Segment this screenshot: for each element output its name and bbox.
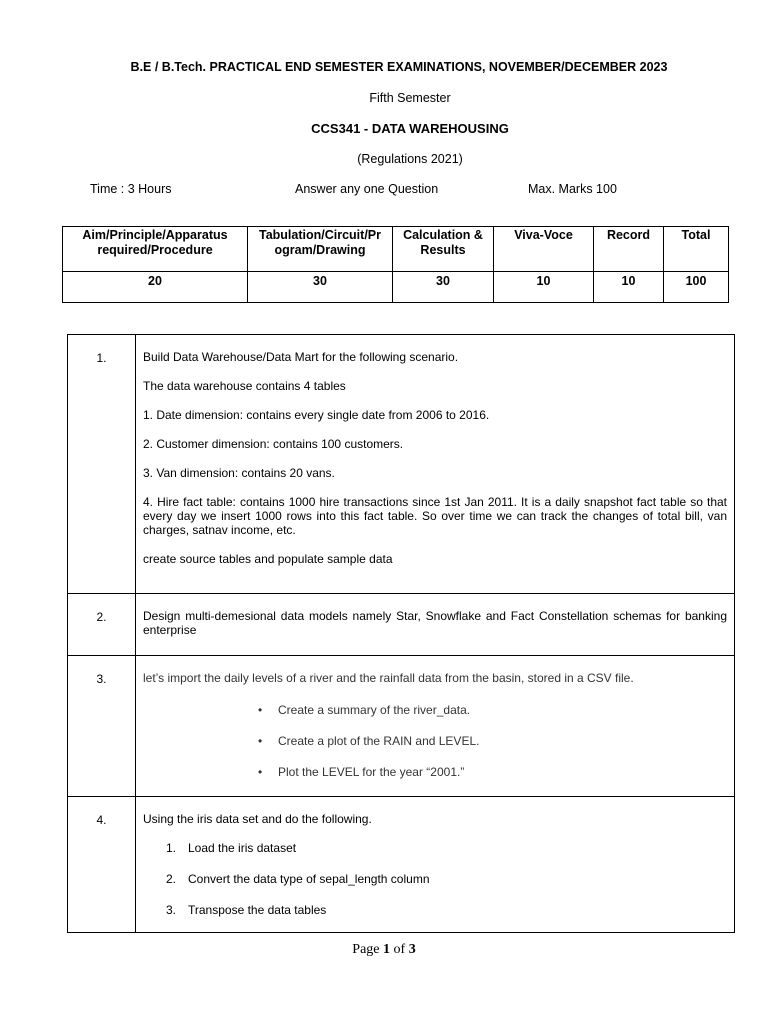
list-item-text: Create a plot of the RAIN and LEVEL. <box>278 734 480 748</box>
question-text: Design multi-demesional data models namely Star, Snowflake and Fact Constellation schemas for banking enterprise <box>143 609 727 637</box>
question-text: create source tables and populate sample data <box>143 552 393 566</box>
question-number: 3. <box>68 656 136 797</box>
time-info: Time : 3 Hours <box>90 182 172 196</box>
question-number: 4. <box>68 797 136 933</box>
question-body <box>136 797 735 933</box>
list-item <box>143 903 727 917</box>
bullet-list <box>143 703 727 779</box>
numbered-list <box>143 841 727 917</box>
course-title: CCS341 - DATA WAREHOUSING <box>311 121 509 136</box>
question-row-2 <box>68 594 735 656</box>
marks-value-cell: 30 <box>248 272 393 303</box>
list-item-text: Transpose the data tables <box>188 903 327 917</box>
question-text: 4. Hire fact table: contains 1000 hire transactions since 1st Jan 2011. It is a daily snapshot fact table so that every day we insert 1000 rows into this fact table. So over time we can track the changes of total bill, van charges, satnav income, etc. <box>143 495 727 537</box>
list-item-text: Convert the data type of sepal_length column <box>188 872 430 886</box>
questions-table <box>67 334 735 933</box>
instruction: Answer any one Question <box>295 182 439 196</box>
question-row-1 <box>68 335 735 594</box>
marks-value-cell: 10 <box>594 272 664 303</box>
list-item-number: 1. <box>166 841 177 855</box>
list-item-text: Create a summary of the river_data. <box>278 703 471 717</box>
question-text: 2. Customer dimension: contains 100 customers. <box>143 437 404 451</box>
marks-header-cell: Aim/Principle/Apparatus required/Procedure <box>63 227 248 272</box>
semester: Fifth Semester <box>369 91 451 105</box>
marks-header-cell: Viva-Voce <box>494 227 594 272</box>
marks-value-cell: 30 <box>393 272 494 303</box>
question-body <box>136 656 735 797</box>
list-item <box>143 841 727 855</box>
max-marks: Max. Marks 100 <box>528 182 617 196</box>
question-text: Using the iris data set and do the following. <box>143 812 372 826</box>
marks-header-row <box>63 227 729 272</box>
regulations: (Regulations 2021) <box>357 152 463 166</box>
marks-header-cell: Record <box>594 227 664 272</box>
list-item-number: 3. <box>166 903 177 917</box>
page-of: of <box>390 942 409 957</box>
page-prefix: Page <box>352 942 384 957</box>
page-current: 1 <box>383 942 391 957</box>
question-row-3 <box>68 656 735 797</box>
list-item-text: Load the iris dataset <box>188 841 297 855</box>
question-text: 1. Date dimension: contains every single date from 2006 to 2016. <box>143 408 490 422</box>
marks-header-cell: Calculation & Results <box>393 227 494 272</box>
marks-header-cell: Tabulation/Circuit/Pr ogram/Drawing <box>248 227 393 272</box>
marks-value-cell: 20 <box>63 272 248 303</box>
marks-table <box>62 226 729 303</box>
page-number <box>0 942 768 958</box>
marks-header-cell: Total <box>664 227 729 272</box>
question-number: 1. <box>68 335 136 594</box>
list-item: • Create a summary of the river_data. <box>258 703 471 717</box>
marks-value-cell: 10 <box>494 272 594 303</box>
question-body <box>136 594 735 656</box>
question-body <box>136 335 735 594</box>
question-text: let’s import the daily levels of a river and the rainfall data from the basin, stored in a CSV file. <box>143 671 634 685</box>
exam-title: B.E / B.Tech. PRACTICAL END SEMESTER EXAMINATIONS, NOVEMBER/DECEMBER 2023 <box>130 60 668 74</box>
list-item-text: Plot the LEVEL for the year “2001.” <box>278 765 465 779</box>
page-total: 3 <box>408 942 416 957</box>
list-item <box>143 872 727 886</box>
question-number: 2. <box>68 594 136 656</box>
list-item: • Create a plot of the RAIN and LEVEL. <box>258 734 480 748</box>
list-item-number: 2. <box>166 872 177 886</box>
marks-value-cell: 100 <box>664 272 729 303</box>
question-text: The data warehouse contains 4 tables <box>143 379 346 393</box>
list-item: • Plot the LEVEL for the year “2001.” <box>258 765 465 779</box>
question-text: 3. Van dimension: contains 20 vans. <box>143 466 335 480</box>
question-row-4 <box>68 797 735 933</box>
question-text: Build Data Warehouse/Data Mart for the following scenario. <box>143 350 459 364</box>
marks-value-row <box>63 272 729 303</box>
